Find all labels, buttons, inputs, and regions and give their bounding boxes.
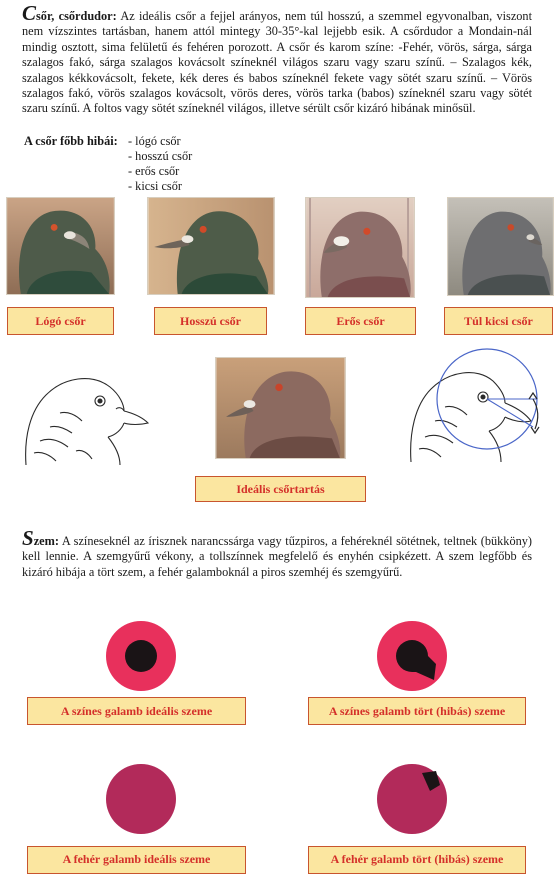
- label-white-broken-eye: A fehér galamb tört (hibás) szeme: [308, 846, 526, 874]
- eye-paragraph: [22, 526, 532, 580]
- eye-white-broken: [376, 763, 448, 835]
- eye-colored-broken: [376, 620, 448, 692]
- photo-long-beak: [147, 197, 275, 295]
- label-hanging-beak: Lógó csőr: [7, 307, 114, 335]
- label-colored-broken-eye: A színes galamb tört (hibás) szeme: [308, 697, 526, 725]
- eye-initial: S: [22, 526, 34, 550]
- fault-item: - erős csőr: [128, 164, 180, 178]
- beak-initial: C: [22, 1, 37, 25]
- label-white-ideal-eye: A fehér galamb ideális szeme: [27, 846, 246, 874]
- fault-item: - kicsi csőr: [128, 179, 182, 193]
- label-strong-beak: Erős csőr: [305, 307, 416, 335]
- eye-heading: zem:: [33, 534, 59, 548]
- eye-text: A színeseknél az írisznek narancssárga vagy tűzpiros, a fehéreknél sötétnek, teltnek (bükköny) kell lennie. A szemgyűrű vékony, a tollszínnek megfelelő és enyhén csipkézett. A szem legfőbb és kizáró hibája a tört szem, a fehér galamboknál a piros szemhéj és szemgyűrű.: [22, 534, 532, 579]
- photo-strong-beak: [305, 197, 415, 298]
- eye-white-ideal: [105, 763, 177, 835]
- beak-faults-list: [128, 134, 192, 194]
- photo-ideal-beak: [215, 357, 346, 459]
- beak-paragraph: [22, 1, 532, 117]
- photo-too-small-beak: [447, 197, 554, 296]
- beak-heading: sőr, csőrdudor:: [36, 9, 117, 23]
- label-ideal-beak: Ideális csőrtartás: [195, 476, 366, 502]
- label-colored-ideal-eye: A színes galamb ideális szeme: [27, 697, 246, 725]
- photo-hanging-beak: [6, 197, 115, 295]
- pigeon-head-sketch-left: [20, 367, 155, 467]
- fault-item: - hosszú csőr: [128, 149, 193, 163]
- beak-faults-title: A csőr főbb hibái:: [24, 134, 118, 148]
- eye-colored-ideal: [105, 620, 177, 692]
- label-too-small-beak: Túl kicsi csőr: [444, 307, 553, 335]
- beak-text: Az ideális csőr a fejjel arányos, nem túl hosszú, a szemmel egyvonalban, viszont nem vízszintes tartásban, hanem attól mintegy 30-35°-kal lejjebb esik. A csőrdudor a Mondain-nál mindig osztott, sima felületű és fehéren porozott. A csőr és karom színe: -Fehér, vörös, sárga, sárga szalagos fakó, sárga szalagos kovácsolt színeknél világos szaru vagy szaru színű. – Szalagos kék, szalagos kékkovácsolt, fekete, kék deres és babos színeknél fekete vagy sötét szaru színű. – Vörös szalagos fakó, vörös szalagos kovácsolt, vörös deres, vörös tarka (babos) színeknél szaru vagy sötét szaru színű. A foltos vagy sötét színeknél világos, illetve sérült csőr kizáró hibának minősül.: [22, 9, 532, 116]
- pigeon-head-sketch-right: [405, 347, 552, 464]
- label-long-beak: Hosszú csőr: [154, 307, 267, 335]
- fault-item: - lógó csőr: [128, 134, 181, 148]
